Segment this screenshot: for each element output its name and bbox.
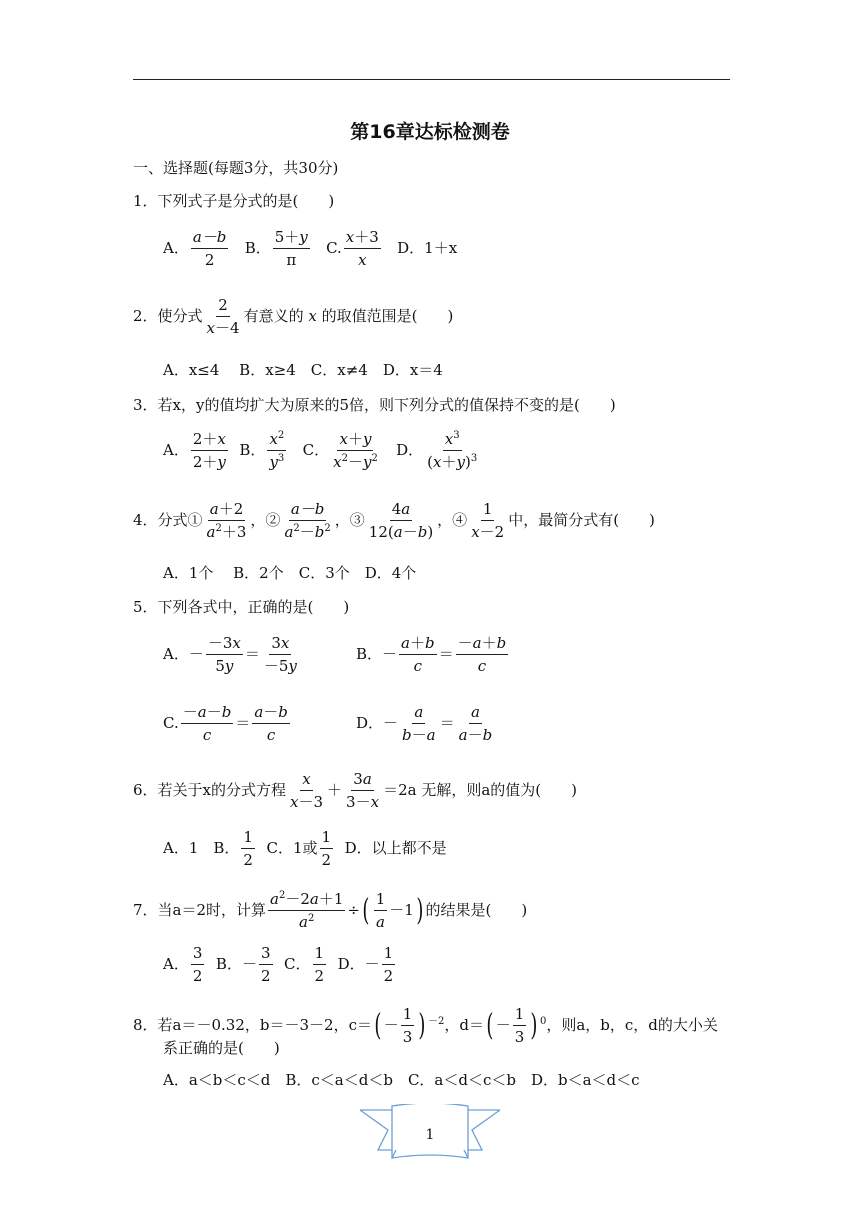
q5-stem: 5．下列各式中，正确的是( ) bbox=[133, 598, 350, 616]
q6-options: A．1 B． $\frac{1}{2}$ C．1或 $\frac{1}{2}$ D．以上都不是 bbox=[163, 828, 447, 869]
q5-opt-b: B．－ $\frac{a+b}{c}$ ＝ $\frac{-a+b}{c}$ bbox=[356, 634, 507, 675]
q2-stem: 2．使分式 $\frac{2}{x-4}$ 有意义的 x 的取值范围是( ) bbox=[133, 296, 454, 337]
q1-options: A． $\frac{a-b}{2}$ B． $\frac{5+y}{\pi}$ C. $\frac{x+3}{x}$ D．1＋x bbox=[163, 228, 458, 269]
q7-stem: 7．当a＝2时，计算 $\frac{a^2-2a+1}{a^2}$ ÷( $\frac{1}{a}$ －1) 的结果是( ) bbox=[133, 890, 528, 931]
q3-stem: 3．若x，y的值均扩大为原来的5倍，则下列分式的值保持不变的是( ) bbox=[133, 396, 616, 414]
q3-options: A． $\frac{2+x}{2+y}$ B． $\frac{x^2}{y^3}$ C． $\frac{x+y}{x^2-y^2}$ D． $\frac{x^3}{(x+y)^3}$ bbox=[163, 430, 478, 471]
q4-stem: 4．分式① $\frac{a+2}{a^2+3}$ ，② $\frac{a-b}{a^2-b^2}$ ，③ $\frac{4a}{12(a-b)}$ ，④ $\frac{1}{x-2}$ 中，最简分式有( ) bbox=[133, 500, 655, 541]
q8-options: A．a＜b＜c＜d B．c＜a＜d＜b C．a＜d＜c＜b D．b＜a＜d＜c bbox=[163, 1071, 640, 1089]
q1-opt-a-label: A． bbox=[163, 239, 189, 257]
q8-stem-line2: 系正确的是( ) bbox=[163, 1039, 280, 1057]
q1-stem: 1．下列式子是分式的是( ) bbox=[133, 192, 335, 210]
q5-opt-d: D．－ $\frac{a}{b-a}$ ＝ $\frac{a}{a-b}$ bbox=[356, 703, 493, 744]
q2-options: A．x≤4 B．x≥4 C．x≠4 D．x＝4 bbox=[163, 361, 443, 379]
q7-options: A． $\frac{3}{2}$ B．－ $\frac{3}{2}$ C． $\frac{1}{2}$ D．－ $\frac{1}{2}$ bbox=[163, 944, 394, 985]
q5-opt-a: A．－ $\frac{-3x}{5y}$ ＝ $\frac{3x}{-5y}$ bbox=[163, 634, 297, 675]
q1-opt-d: D．1＋x bbox=[397, 239, 458, 257]
section-heading: 一、选择题(每题3分，共30分) bbox=[133, 159, 339, 177]
q8-stem: 8．若a＝－0.32，b＝－3－2，c＝( － $\frac{1}{3}$ ) $^{-2}$，d＝( － $\frac{1}{3}$ ) $^0$，则a，b，c，d的大小关 bbox=[133, 1005, 718, 1046]
q6-stem: 6．若关于x的分式方程 $\frac{x}{x-3}$ ＋ $\frac{3a}{3-x}$ ＝2a 无解，则a的值为( ) bbox=[133, 770, 577, 811]
q1-opt-b-label: B． bbox=[244, 239, 271, 257]
q4-options: A．1个 B．2个 C．3个 D．4个 bbox=[163, 564, 417, 582]
page-title: 第16章达标检测卷 bbox=[350, 121, 510, 143]
header-rule bbox=[133, 79, 730, 80]
q5-opt-c: C. $\frac{-a-b}{c}$ ＝ $\frac{a-b}{c}$ bbox=[163, 703, 288, 744]
page-number: 1 bbox=[425, 1127, 435, 1143]
q1-opt-c-label: C. bbox=[326, 239, 342, 257]
